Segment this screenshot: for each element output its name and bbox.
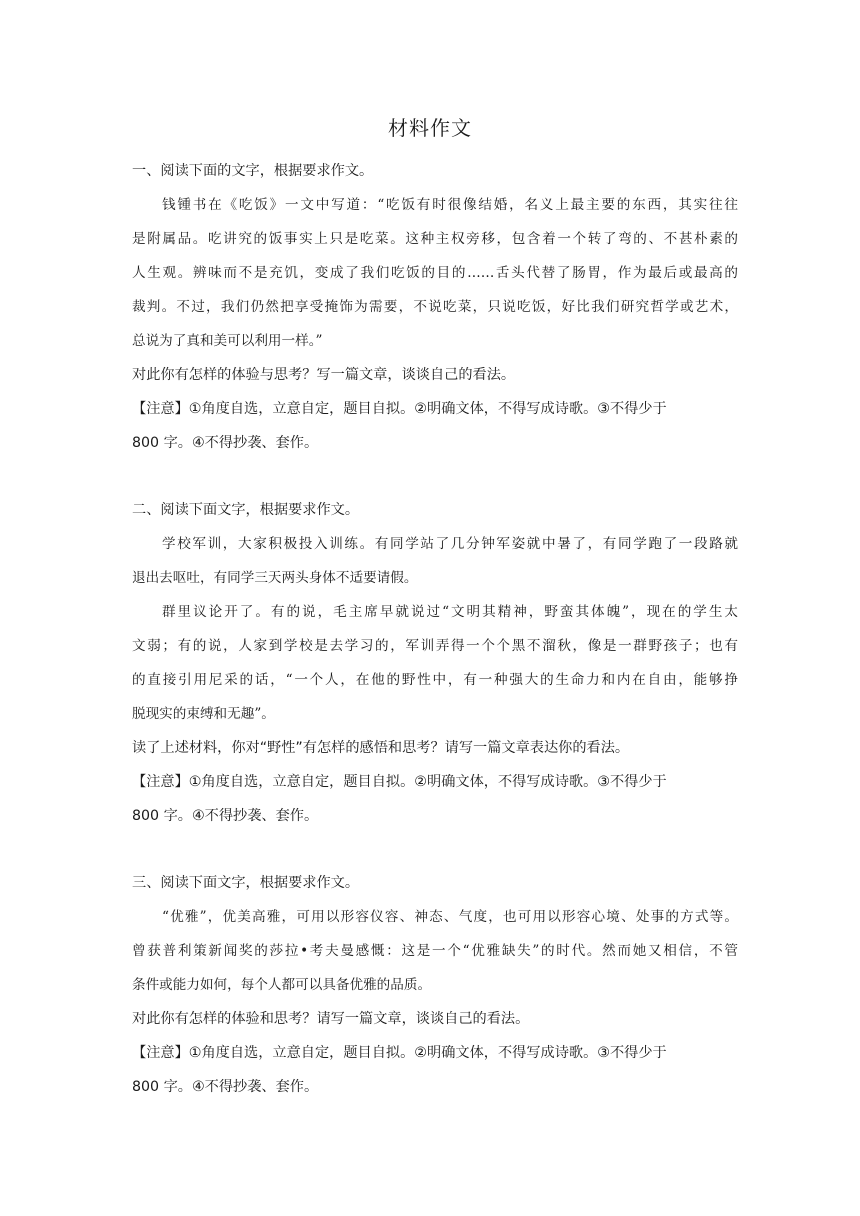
- section-heading: 一、阅读下面的文字，根据要求作文。: [132, 163, 374, 179]
- writing-prompt: 对此你有怎样的体验与思考？写一篇文章，谈谈自己的看法。: [132, 367, 516, 383]
- material-line: 裁判。不过，我们仍然把享受掩饰为需要，不说吃菜，只说吃饭，好比我们研究哲学或艺术，: [132, 299, 738, 315]
- material-line: 曾获普利策新闻奖的莎拉•考夫曼感慨：这是一个“优雅缺失”的时代。然而她又相信，不管: [132, 943, 738, 959]
- material-line: 总说为了真和美可以利用一样。”: [132, 333, 323, 349]
- note-line: 【注意】①角度自选，立意自定，题目自拟。②明确文体，不得写成诗歌。③不得少于: [132, 774, 667, 790]
- note-line: 【注意】①角度自选，立意自定，题目自拟。②明确文体，不得写成诗歌。③不得少于: [132, 401, 667, 417]
- material-line: 人生观。辨味而不是充饥，变成了我们吃饭的目的……舌头代替了肠胃，作为最后或最高的: [132, 265, 738, 281]
- material-line: 是附属品。吃讲究的饭事实上只是吃菜。这种主权旁移，包含着一个转了弯的、不甚朴素的: [132, 231, 738, 247]
- material-line: 的直接引用尼采的话，“一个人，在他的野性中，有一种强大的生命力和内在自由，能够挣: [132, 672, 738, 688]
- section-heading: 三、阅读下面文字，根据要求作文。: [132, 875, 360, 891]
- section-heading: 二、阅读下面文字，根据要求作文。: [132, 502, 360, 518]
- writing-prompt: 对此你有怎样的体验和思考？请写一篇文章，谈谈自己的看法。: [132, 1011, 530, 1027]
- note-line: 800 字。④不得抄袭、套作。: [132, 435, 319, 451]
- material-line: 文弱；有的说，人家到学校是去学习的，军训弄得一个个黑不溜秋，像是一群野孩子；也有: [132, 638, 738, 654]
- material-line: 钱锺书在《吃饭》一文中写道：“吃饭有时很像结婚，名义上最主要的东西，其实往往: [162, 197, 738, 213]
- note-line: 800 字。④不得抄袭、套作。: [132, 1079, 319, 1095]
- section-2: [132, 493, 738, 833]
- section-1: [132, 154, 738, 460]
- page-title: 材料作文: [388, 116, 472, 140]
- note-line: 800 字。④不得抄袭、套作。: [132, 808, 319, 824]
- material-line: 脱现实的束缚和无趣”。: [132, 706, 275, 722]
- material-line: 退出去呕吐，有同学三天两头身体不适要请假。: [132, 570, 418, 586]
- material-line: “优雅”，优美高雅，可用以形容仪容、神态、气度，也可用以形容心境、处事的方式等。: [162, 909, 738, 925]
- section-3: [132, 866, 738, 1104]
- writing-prompt: 读了上述材料，你对“野性”有怎样的感悟和思考？请写一篇文章表达你的看法。: [132, 740, 630, 756]
- document-body: [132, 154, 738, 1104]
- material-line: 群里议论开了。有的说，毛主席早就说过“文明其精神，野蛮其体魄”，现在的学生太: [162, 604, 738, 620]
- material-line: 条件或能力如何，每个人都可以具备优雅的品质。: [132, 977, 432, 993]
- material-line: 学校军训，大家积极投入训练。有同学站了几分钟军姿就中暑了，有同学跑了一段路就: [162, 536, 738, 552]
- note-line: 【注意】①角度自选，立意自定，题目自拟。②明确文体，不得写成诗歌。③不得少于: [132, 1045, 667, 1061]
